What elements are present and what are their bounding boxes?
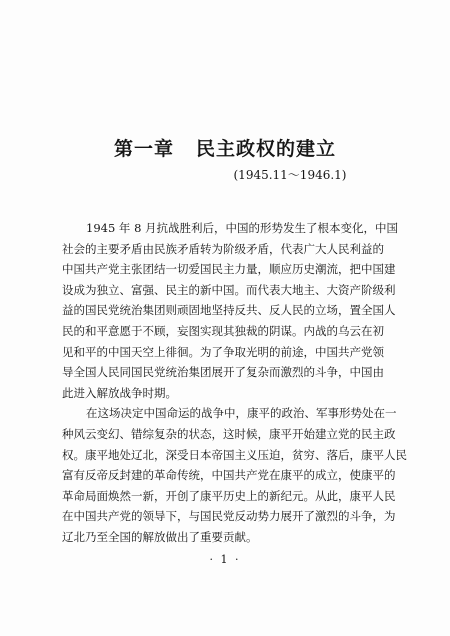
text-line: 中国共产党主张团结一切爱国民主力量，顺应历史潮流，把中国建 — [62, 262, 396, 277]
paragraph-1 — [62, 218, 399, 403]
text-line: 益的国民党统治集团则顽固地坚持反共、反人民的立场，置全国人 — [62, 303, 396, 318]
chapter-title — [0, 134, 450, 161]
chapter-number-label: 第一章 — [113, 138, 174, 160]
text-line: 1945 年 8 月抗战胜利后，中国的形势发生了根本变化，中国 — [86, 221, 399, 235]
text-line: 此进入解放战争时期。 — [62, 385, 177, 400]
page-number: · 1 · — [209, 553, 241, 566]
text-line: 在中国共产党的领导下，与国民党反动势力展开了激烈的斗争，为 — [62, 509, 396, 524]
chapter-title-text: 民主政权的建立 — [196, 138, 337, 160]
text-line: 辽北乃至全国的解放做出了重要贡献。 — [62, 529, 258, 544]
text-line: 种风云变幻、错综复杂的状态，这时候，康平开始建立党的民主政 — [62, 426, 396, 441]
text-line: 社会的主要矛盾由民族矛盾转为阶级矛盾，代表广大人民利益的 — [62, 241, 384, 256]
paragraph-2 — [62, 403, 407, 547]
chapter-body — [62, 218, 407, 548]
chapter-date-range: (1945.11～1946.1) — [233, 168, 347, 182]
text-line: 革命局面焕然一新，开创了康平历史上的新纪元。从此，康平人民 — [62, 488, 396, 503]
text-line: 民的和平意愿于不顾，妄图实现其独裁的阴谋。内战的乌云在初 — [62, 323, 384, 338]
text-line: 富有反帝反封建的革命传统，中国共产党在康平的成立，使康平的 — [62, 468, 396, 483]
text-line: 导全国人民同国民党统治集团展开了复杂而激烈的斗争，中国由 — [62, 365, 384, 380]
text-line: 见和平的中国天空上徘徊。为了争取光明的前途，中国共产党领 — [62, 344, 384, 359]
text-line: 设成为独立、富强、民主的新中国。而代表大地主、大资产阶级利 — [62, 282, 396, 297]
text-line: 在这场决定中国命运的战争中，康平的政治、军事形势处在一 — [86, 406, 397, 421]
text-line: 权。康平地处辽北，深受日本帝国主义压迫，贫穷、落后，康平人民 — [62, 447, 407, 462]
